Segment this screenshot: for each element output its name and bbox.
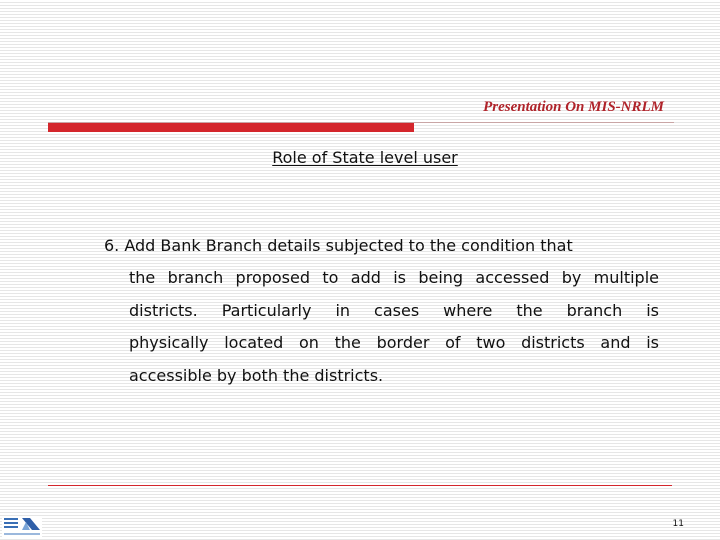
organization-logo [2, 516, 42, 538]
body-line: physically located on the border of two districts and is [129, 333, 659, 352]
slide-heading: Role of State level user [272, 148, 458, 167]
footer-divider [48, 485, 672, 486]
body-line: 6. Add Bank Branch details subjected to the condition that [104, 236, 573, 255]
body-line: the branch proposed to add is being accessed by multiple [129, 268, 659, 287]
header-accent-bar [48, 123, 414, 132]
page-number: 11 [672, 519, 684, 529]
header-title: Presentation On MIS-NRLM [483, 99, 664, 115]
body-line: districts. Particularly in cases where the branch is [129, 301, 659, 320]
body-line: accessible by both the districts. [129, 366, 384, 385]
